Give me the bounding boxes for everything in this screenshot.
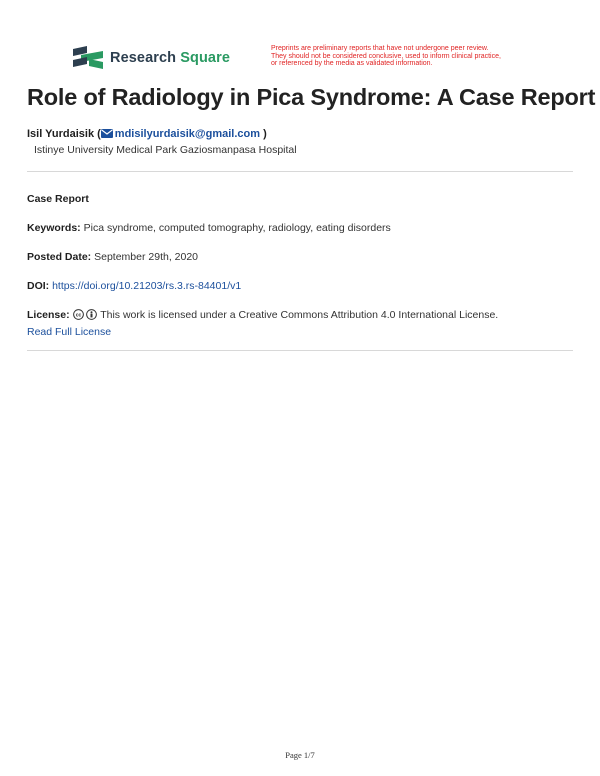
license-text: This work is licensed under a Creative Commons Attribution 4.0 International License. [100, 309, 499, 321]
read-full-license-row [27, 326, 111, 338]
doi-row [27, 280, 241, 292]
license-label: License: [27, 309, 70, 321]
posted-date-row [27, 251, 198, 263]
author-email-link[interactable]: mdisilyurdaisik@gmail.com [114, 128, 261, 140]
doi-link[interactable]: https://doi.org/10.21203/rs.3.rs-84401/v1 [52, 280, 242, 292]
by-icon [86, 309, 97, 320]
divider [27, 171, 573, 172]
paren-open: ( [97, 128, 101, 140]
svg-text:cc: cc [75, 312, 81, 319]
doi-label: DOI: [27, 280, 50, 292]
envelope-icon [101, 129, 113, 138]
license-row [27, 309, 498, 321]
article-type: Case Report [27, 193, 89, 205]
posted-date-label: Posted Date: [27, 251, 92, 263]
divider [27, 350, 573, 351]
disclaimer-line: Preprints are preliminary reports that have not undergone peer review. [271, 45, 489, 52]
author-name: Isil Yurdaisik [27, 128, 95, 140]
author-affiliation: Istinye University Medical Park Gaziosmanpasa Hospital [34, 144, 297, 156]
cc-icon [73, 309, 84, 320]
disclaimer-line: They should not be considered conclusive, used to inform clinical practice, [271, 52, 501, 60]
research-square-logo[interactable] [73, 46, 230, 70]
paren-close: ) [263, 128, 267, 140]
research-square-logo-icon [73, 46, 103, 70]
posted-date-value: September 29th, 2020 [94, 251, 199, 263]
preprint-disclaimer [271, 45, 533, 68]
logo-text: Research Square [110, 50, 230, 66]
author-line [27, 128, 267, 140]
keywords-row [27, 222, 391, 234]
page-number: Page 1/7 [285, 750, 315, 760]
keywords-label: Keywords: [27, 222, 81, 234]
disclaimer-line: or referenced by the media as validated information. [271, 60, 433, 68]
article-title: Role of Radiology in Pica Syndrome: A Case Report [27, 84, 596, 110]
read-full-license-link[interactable]: Read Full License [27, 326, 112, 338]
keywords-value: Pica syndrome, computed tomography, radiology, eating disorders [83, 222, 391, 234]
